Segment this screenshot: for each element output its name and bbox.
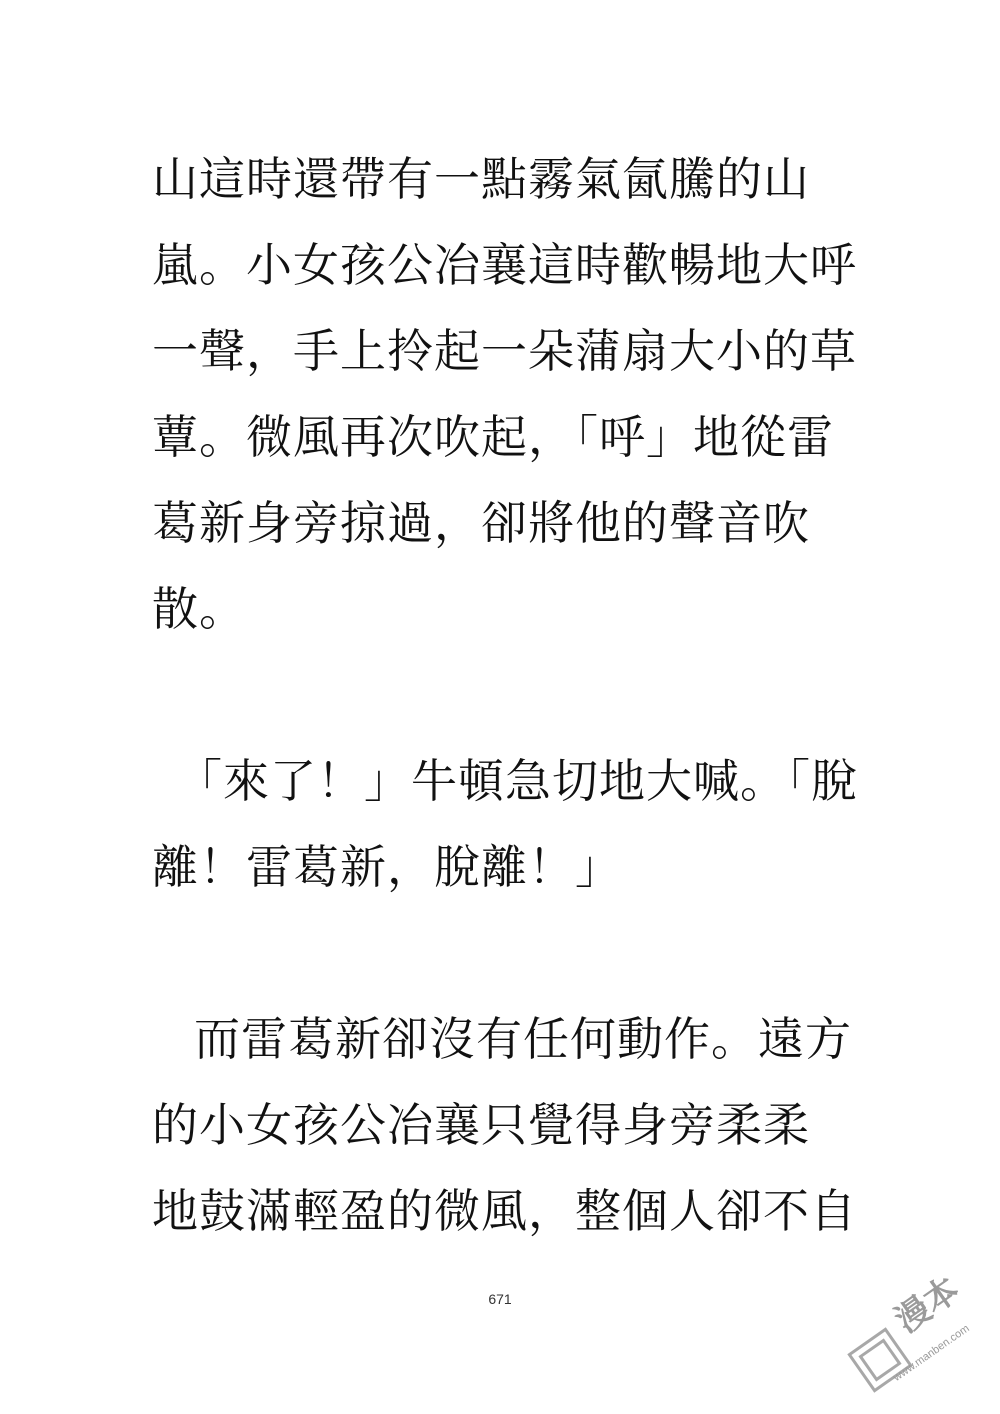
page-number: 671	[488, 1291, 512, 1307]
body-text	[152, 136, 858, 1254]
watermark-title: 漫本	[888, 1269, 967, 1342]
paragraph-3	[152, 996, 857, 1254]
manben-logo-icon	[840, 1254, 990, 1404]
text-line: 山這時還帶有一點霧氣氤騰的山	[152, 152, 810, 206]
text-line: 蕈。微風再次吹起，「呼」地從雷	[152, 410, 834, 464]
text-line: 葛新身旁掠過，卻將他的聲音吹	[152, 496, 810, 550]
text-line: 嵐。小女孩公冶襄這時歡暢地大呼	[152, 238, 857, 292]
watermark-url: www.manben.com	[891, 1322, 972, 1384]
text-line: 散。	[152, 582, 246, 636]
text-line: 地鼓滿輕盈的微風，整個人卻不自	[152, 1184, 857, 1238]
text-line: 一聲，手上拎起一朵蒲扇大小的草	[152, 324, 857, 378]
text-line: 的小女孩公冶襄只覺得身旁柔柔	[152, 1098, 810, 1152]
text-line: 離！雷葛新，脫離！」	[152, 840, 622, 894]
paragraph-1	[152, 136, 857, 652]
text-line: 而雷葛新卻沒有任何動作。遠方	[194, 1012, 852, 1066]
paragraph-2	[152, 738, 858, 910]
text-line: 「來了！」牛頓急切地大喊。「脫	[176, 754, 858, 808]
